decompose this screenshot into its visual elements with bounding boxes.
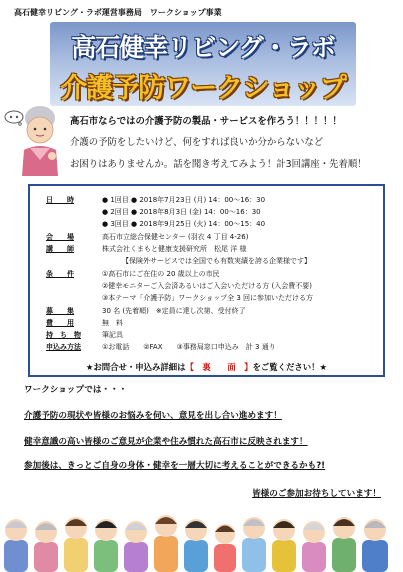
lecturer-value: 株式会社くまもと健康支援研究所 松尾 洋 様 xyxy=(102,245,247,253)
person-6 xyxy=(154,515,178,572)
inquiry-suffix: をご覧ください！★ xyxy=(252,362,328,372)
bring-value: 筆記具 xyxy=(102,331,123,339)
lecturer-label: 講 師 xyxy=(46,245,74,253)
elderly-woman-illustration xyxy=(12,104,66,176)
banner-title: 高石健幸リビング・ラボ xyxy=(71,33,335,62)
apply-value: ①お電話 ②FAX ③事務局窓口申込み 計 3 通り xyxy=(102,343,276,351)
capacity-label: 募 集 xyxy=(46,307,74,315)
person-7 xyxy=(184,519,208,572)
event-details-box xyxy=(28,184,385,377)
venue-value: 高石市立総合保健センター (羽衣 4 丁目 4-26) xyxy=(102,233,249,241)
person-5 xyxy=(124,521,148,572)
date-label: 日 時 xyxy=(46,196,74,204)
workshop-point-1: 介護予防の現状や皆様のお悩みを伺い、意見を出し合い進めます！ xyxy=(24,411,282,421)
conditions-label: 条 件 xyxy=(46,270,74,278)
intro-line-2: 介護の予防をしたいけど、何をすれば良いか分からないなど xyxy=(70,137,324,148)
fee-label: 費 用 xyxy=(46,319,74,327)
condition-2: ②健幸モニターご入会済あるいはご入会いただける方 (入会費不要) xyxy=(102,282,312,290)
inquiry-prefix: ★お問合せ・申込み詳細は xyxy=(85,362,186,372)
session-3: ● 3回目 ● 2018年9月25日 (火) 14：00～15：40 xyxy=(102,220,266,228)
person-8 xyxy=(214,524,236,572)
apply-label: 申込み方法 xyxy=(46,343,81,351)
inquiry-line xyxy=(30,361,383,373)
person-1 xyxy=(4,519,28,572)
person-3 xyxy=(64,517,88,572)
lecturer-note: 【保険外サービスでは全国でも有数実績を誇る企業様です】 xyxy=(122,257,311,265)
inquiry-back-page: 【 裏 面 】 xyxy=(185,362,253,372)
bring-label: 持 ち 物 xyxy=(46,331,81,339)
session-2: ● 2回目 ● 2018年8月3日 (金) 14：00～16：30 xyxy=(102,208,261,216)
header-organization: 高石健幸リビング・ラボ運営事務局 ワークショップ事業 xyxy=(14,8,222,17)
person-13 xyxy=(362,519,388,572)
person-9 xyxy=(242,517,266,572)
workshop-point-3: 参加後は、きっとご自身の身体・健幸を一層大切に考えることができるかも?! xyxy=(24,461,326,471)
person-11 xyxy=(302,521,326,572)
workshop-point-2: 健幸意識の高い皆様のご意見が企業や住み慣れた高石市に反映されます！ xyxy=(24,437,308,447)
person-2 xyxy=(34,521,58,572)
condition-3: ③本テーマ「介護予防」ワークショップ全 3 回に参加いただける方 xyxy=(102,294,314,302)
condition-1: ①高石市にご在住の 20 歳以上の市民 xyxy=(102,270,220,278)
intro-line-1: 高石市ならではの介護予防の製品・サービスを作ろう！！！！！ xyxy=(70,116,342,127)
title-banner xyxy=(50,22,356,106)
intro-line-3: お困りはありませんか。話を聞き考えてみよう！計3回講座・先着順！ xyxy=(70,159,367,170)
person-10 xyxy=(272,519,296,572)
fee-value: 無 料 xyxy=(102,319,123,327)
people-crowd-illustration xyxy=(0,502,403,572)
banner-subtitle: 介護予防ワークショップ xyxy=(60,73,346,104)
person-4 xyxy=(94,519,118,572)
session-1: ● 1回目 ● 2018年7月23日 (月) 14：00～16：30 xyxy=(102,196,266,204)
workshop-heading: ワークショップでは・・・ xyxy=(24,385,128,395)
venue-label: 会 場 xyxy=(46,233,74,241)
closing-message: 皆様のご参加お待ちしています！ xyxy=(252,489,381,499)
capacity-value: 30 名 (先着順) ※定員に達し次第、受付終了 xyxy=(102,307,246,315)
person-12 xyxy=(332,517,356,572)
